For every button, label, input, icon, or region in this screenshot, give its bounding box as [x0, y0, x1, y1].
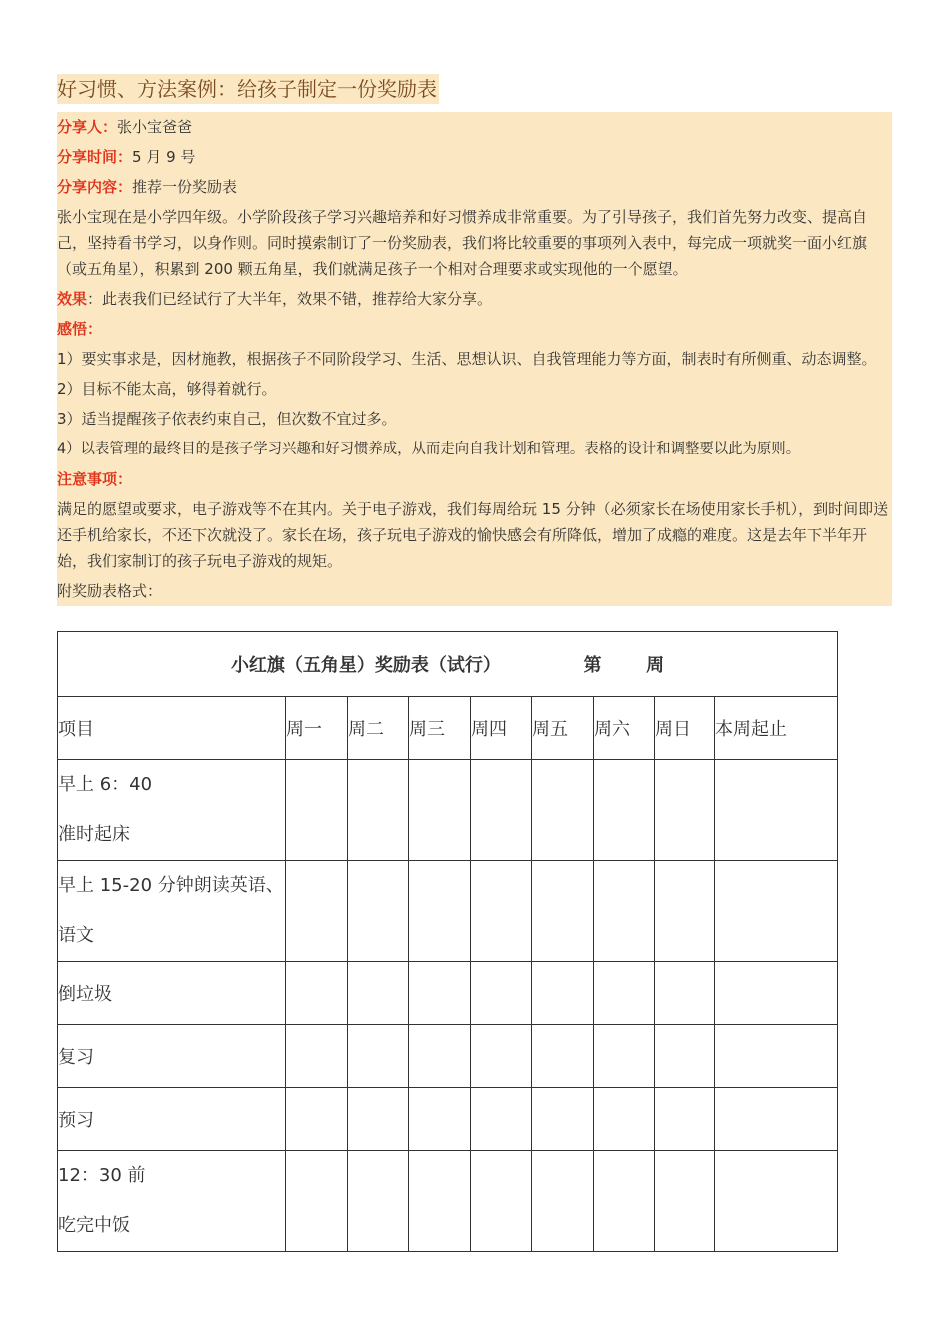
notes-heading [57, 464, 892, 494]
check-cell[interactable] [532, 1025, 594, 1088]
item-line1: 早上 6：40 [58, 774, 153, 795]
check-cell[interactable] [348, 1025, 409, 1088]
check-cell[interactable] [348, 1088, 409, 1151]
check-cell[interactable] [655, 1151, 715, 1252]
check-cell[interactable] [471, 1088, 532, 1151]
header-cell: 周二 [348, 697, 409, 760]
check-cell[interactable] [471, 861, 532, 962]
check-cell[interactable] [471, 1025, 532, 1088]
sharer-line [57, 112, 892, 142]
table-caption-text: 小红旗（五角星）奖励表（试行） [230, 655, 501, 676]
share-content-label: 分享内容： [57, 178, 133, 196]
share-time-label: 分享时间： [57, 148, 133, 166]
check-cell[interactable] [348, 760, 409, 861]
effect-line [57, 284, 892, 314]
header-cell: 周六 [594, 697, 655, 760]
week-suffix: 周 [646, 655, 665, 676]
share-time-value: 5 月 9 号 [132, 148, 196, 166]
header-cell: 周日 [655, 697, 715, 760]
notes-label: 注意事项： [57, 470, 133, 488]
insight-item-4: 4）以表管理的最终目的是孩子学习兴趣和好习惯养成，从而走向自我计划和管理。表格的设计和调整要以此为原则。 [57, 441, 801, 457]
check-cell[interactable] [409, 962, 471, 1025]
check-cell[interactable] [594, 1025, 655, 1088]
check-cell[interactable] [286, 760, 348, 861]
header-cell: 周四 [471, 697, 532, 760]
effect-label: 效果 [57, 290, 88, 308]
check-cell[interactable] [655, 1025, 715, 1088]
check-cell[interactable] [409, 1025, 471, 1088]
check-cell[interactable] [532, 760, 594, 861]
table-header-row [58, 697, 838, 760]
check-cell[interactable] [594, 1151, 655, 1252]
check-cell[interactable] [409, 861, 471, 962]
table-row [58, 1088, 838, 1151]
item-line1: 早上 15-20 分钟朗读英语、 [58, 875, 284, 896]
table-row [58, 760, 838, 861]
check-cell[interactable] [532, 1151, 594, 1252]
item-line2: 语文 [58, 925, 94, 946]
check-cell[interactable] [348, 962, 409, 1025]
header-cell: 周五 [532, 697, 594, 760]
notes-paragraph: 满足的愿望或要求，电子游戏等不在其内。关于电子游戏，我们每周给玩 15 分钟（必须家长在场使用家长手机），到时间即送还手机给家长，不还下次就没了。家长在场，孩子玩电子游戏的愉快感会有所降低，增加了成瘾的难度。这是去年下半年开始，我们家制订的孩子玩电子游戏的规矩。 [57, 500, 889, 570]
check-cell[interactable] [471, 1151, 532, 1252]
item-cell: 倒垃圾 [58, 962, 286, 1025]
table-row [58, 1025, 838, 1088]
check-cell[interactable] [471, 760, 532, 861]
check-cell[interactable] [286, 1088, 348, 1151]
check-cell[interactable] [715, 1025, 838, 1088]
attach-line: 附奖励表格式： [57, 582, 163, 600]
check-cell[interactable] [594, 861, 655, 962]
table-row [58, 1151, 838, 1252]
insight-item-3: 3）适当提醒孩子依表约束自己，但次数不宜过多。 [57, 410, 397, 428]
sharer-label: 分享人： [57, 118, 118, 136]
check-cell[interactable] [286, 962, 348, 1025]
header-cell: 本周起止 [715, 697, 838, 760]
item-cell [58, 760, 286, 861]
check-cell[interactable] [715, 760, 838, 861]
share-content-value: 推荐一份奖励表 [132, 178, 238, 196]
header-cell: 周三 [409, 697, 471, 760]
share-content-line [57, 172, 892, 202]
check-cell[interactable] [409, 1151, 471, 1252]
effect-value: ：此表我们已经试行了大半年，效果不错，推荐给大家分享。 [87, 290, 493, 308]
insight-heading [57, 314, 892, 344]
table-row [58, 861, 838, 962]
check-cell[interactable] [715, 861, 838, 962]
insight-item-1: 1）要实事求是，因材施教，根据孩子不同阶段学习、生活、思想认识、自我管理能力等方面，制表时有所侧重、动态调整。 [57, 350, 877, 368]
check-cell[interactable] [348, 1151, 409, 1252]
check-cell[interactable] [348, 861, 409, 962]
check-cell[interactable] [655, 1088, 715, 1151]
reward-table [57, 631, 838, 1252]
reward-table-wrap [57, 631, 837, 1252]
table-row [58, 962, 838, 1025]
item-cell [58, 861, 286, 962]
check-cell[interactable] [655, 760, 715, 861]
check-cell[interactable] [715, 962, 838, 1025]
check-cell[interactable] [409, 760, 471, 861]
item-cell [58, 1151, 286, 1252]
check-cell[interactable] [532, 1088, 594, 1151]
check-cell[interactable] [409, 1088, 471, 1151]
check-cell[interactable] [532, 962, 594, 1025]
insight-item-2: 2）目标不能太高，够得着就行。 [57, 380, 277, 398]
insight-label: 感悟： [57, 320, 103, 338]
header-cell: 周一 [286, 697, 348, 760]
check-cell[interactable] [594, 760, 655, 861]
check-cell[interactable] [286, 861, 348, 962]
item-line2: 准时起床 [58, 824, 130, 845]
article-body [57, 112, 892, 606]
item-cell: 预习 [58, 1088, 286, 1151]
intro-paragraph: 张小宝现在是小学四年级。小学阶段孩子学习兴趣培养和好习惯养成非常重要。为了引导孩子，我们首先努力改变、提高自己，坚持看书学习，以身作则。同时摸索制订了一份奖励表，我们将比较重要的事项列入表中，每完成一项就奖一面小红旗（或五角星），积累到 200 颗五角星，我们就满足孩子一个相对合理要求或实现他的一个愿望。 [57, 208, 868, 278]
check-cell[interactable] [594, 962, 655, 1025]
check-cell[interactable] [286, 1025, 348, 1088]
week-label: 第 [583, 655, 602, 676]
header-cell: 项目 [58, 697, 286, 760]
check-cell[interactable] [471, 962, 532, 1025]
check-cell[interactable] [594, 1088, 655, 1151]
check-cell[interactable] [655, 861, 715, 962]
item-line1: 12：30 前 [58, 1165, 146, 1186]
check-cell[interactable] [715, 1088, 838, 1151]
table-caption [58, 632, 838, 697]
page-title: 好习惯、方法案例：给孩子制定一份奖励表 [57, 74, 439, 104]
check-cell[interactable] [715, 1151, 838, 1252]
sharer-value: 张小宝爸爸 [117, 118, 193, 136]
check-cell[interactable] [655, 962, 715, 1025]
item-line2: 吃完中饭 [58, 1215, 130, 1236]
check-cell[interactable] [532, 861, 594, 962]
share-time-line [57, 142, 892, 172]
item-cell: 复习 [58, 1025, 286, 1088]
check-cell[interactable] [286, 1151, 348, 1252]
